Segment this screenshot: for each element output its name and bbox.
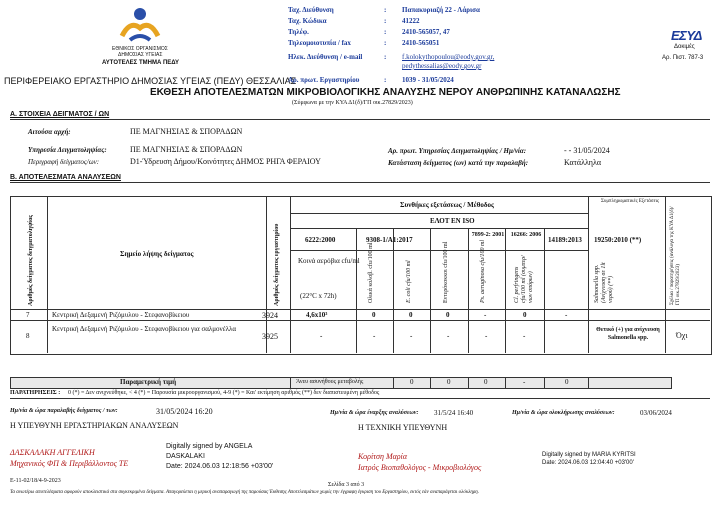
logo-line2: ΔΗΜΟΣΙΑΣ ΥΓΕΙΑΣ xyxy=(118,52,163,58)
param-row-label: Παραμετρική τιμή xyxy=(120,378,177,386)
left-signer-name: ΔΑΣΚΑΛΑΚΗ ΑΓΓΕΛΙΚΗ xyxy=(10,448,95,457)
left-digital-sign: Date: 2024.06.03 12:18:56 +03'00' xyxy=(166,463,274,470)
grid-line xyxy=(47,196,48,353)
row-value: Θετικό (+) για ανίχνευση Salmonella spp. xyxy=(596,327,660,341)
grid-line xyxy=(290,377,291,388)
col-point: Σημείο λήψης δείγματος xyxy=(120,250,194,258)
grid-line xyxy=(665,196,666,353)
col-conditions: Συνθήκες εξετάσεως / Μέθοδος xyxy=(400,201,494,209)
row-value: 0 xyxy=(372,311,376,319)
section-b-heading: Β. ΑΠΟΤΕΛΕΣΜΑΤΑ ΑΝΑΛΥΣΕΩΝ xyxy=(10,174,121,181)
row-value: - xyxy=(523,332,526,340)
param-cond: (22°C x 72h) xyxy=(300,292,337,300)
logo-line1: ΕΘΝΙΚΟΣ ΟΡΓΑΝΙΣΜΟΣ xyxy=(112,46,168,52)
row-value: - xyxy=(485,332,488,340)
contact-label: Ταχ. Διεύθυνση xyxy=(288,6,334,14)
start-value: 31/5/24 16:40 xyxy=(434,409,474,417)
doc-code: E-11-02/18/4-9-2023 xyxy=(10,478,61,484)
receipt-value: 31/05/2024 16:20 xyxy=(156,407,213,416)
esyd-cert: Αρ. Πιστ. 787-3 xyxy=(662,55,704,61)
contact-value: 2410-565057, 47 xyxy=(402,28,450,36)
grid-line xyxy=(430,377,431,388)
sampling-label: Υπηρεσία Δειγματοληψίας: xyxy=(28,146,107,154)
grid-line xyxy=(10,320,710,321)
left-digital-sign: Digitally signed by ANGELA xyxy=(166,443,253,450)
grid-line xyxy=(290,213,588,214)
row-value: - xyxy=(320,332,323,340)
left-digital-sign: DASKALAKI xyxy=(166,453,205,460)
grid-line xyxy=(290,250,588,251)
start-label: Ημ/νία & ώρα έναρξης αναλύσεων: xyxy=(330,410,419,416)
method-code: 9308-1/A1:2017 xyxy=(366,236,413,244)
contact-sep: : xyxy=(384,76,387,84)
param-coliforms: Ολικά κολοβ. cfu/100 ml xyxy=(368,242,374,303)
contact-sep: : xyxy=(384,53,387,61)
grid-line xyxy=(505,228,506,353)
row-value: 4,6x10³ xyxy=(306,311,328,319)
param-ps: Ps. aeruginosa cfu/100 ml xyxy=(480,240,486,303)
condition-label: Κατάσταση δείγματος (ων) κατά την παραλαβή: xyxy=(388,159,529,167)
row-value: - xyxy=(373,332,376,340)
method-code: 14189:2013 xyxy=(548,236,582,244)
method-code: 6222:2000 xyxy=(305,236,336,244)
contact-label: Αρ. πρωτ. Εργαστηρίου xyxy=(288,76,360,84)
contact-label: Ηλεκ. Διεύθυνση / e-mail xyxy=(288,53,363,61)
contact-label: Τηλεομοιοτυπία / fax xyxy=(288,39,351,47)
row-point: Κεντρική Δεξαμενή Ριζόμυλου - Στεφανοβίκειου για σαλμονέλλα xyxy=(52,325,237,333)
end-label: Ημ/νία & ώρα ολοκλήρωσης αναλύσεων: xyxy=(512,410,615,416)
remarks-label: ΠΑΡΑΤΗΡΗΣΕΙΣ : xyxy=(10,390,61,396)
col-extra: Συμπληρωματικές Εξετάσεις xyxy=(600,199,659,204)
row-value: 0 xyxy=(446,311,450,319)
esyd-sub: Δοκιμές xyxy=(674,44,695,50)
contact-value: 1039 - 31/05/2024 xyxy=(402,76,454,84)
esyd-logo xyxy=(668,22,704,52)
col-lab-no: Αριθμός δείγματος εργαστηρίου xyxy=(274,223,280,306)
right-signer-role: Ιατρός Βιοπαθολόγος - Μικροβιολόγος xyxy=(358,463,482,472)
grid-line xyxy=(468,228,469,353)
page-title: ΕΚΘΕΣΗ ΑΠΟΤΕΛΕΣΜΑΤΩΝ ΜΙΚΡΟΒΙΟΛΟΓΙΚΗΣ ΑΝΑΛΥΣΗΣ ΝΕΡΟΥ ΑΝΘΡΩΠΙΝΗΣ ΚΑΤΑΝΑΛΩΣΗΣ xyxy=(150,87,621,98)
desc-value: D1-Ύδρευση Δήμου/Κοινότητες ΔΗΜΟΣ ΡΗΓΑ ΦΕΡΑΙΟΥ xyxy=(130,157,321,166)
param-entero: Εντερόκοκκοι cfu/100 ml xyxy=(443,241,449,303)
col-elot: ΕΛΟΤ ΕΝ ISO xyxy=(430,217,475,225)
param-value: - xyxy=(523,378,526,386)
email-link[interactable]: f.kolokythopoulou@eody.gov.gr, xyxy=(402,53,495,61)
param-value: 0 xyxy=(410,378,414,386)
grid-line xyxy=(393,228,394,353)
row-value: 0 xyxy=(523,311,527,319)
row-value: - xyxy=(484,311,487,319)
divider xyxy=(10,398,710,399)
divider xyxy=(10,182,710,183)
param-cl: Cl. perfringens cfu/100 ml (συμπερ/νων σπόρων) xyxy=(514,255,534,303)
row-point: Κεντρική Δεξαμενή Ριζόμυλου - Στεφανοβίκειου xyxy=(52,311,190,319)
grid-line xyxy=(544,377,545,388)
grid-line xyxy=(588,196,589,353)
method-code: 16266: 2006 xyxy=(510,232,542,238)
desc-label: Περιγραφή δείγματος/ων: xyxy=(28,158,100,166)
param-row-sub: Άνευ ασυνήθους μεταβολής xyxy=(296,379,364,385)
contact-value: 2410-565051 xyxy=(402,39,440,47)
grid-line xyxy=(290,228,588,229)
param-value: 0 xyxy=(484,378,488,386)
row-lab-no: 3924 xyxy=(262,311,278,320)
grid-line xyxy=(588,377,589,388)
grid-line xyxy=(266,196,267,353)
grid-line xyxy=(393,377,394,388)
grid-line xyxy=(356,228,357,353)
param-value: 0 xyxy=(565,378,569,386)
contact-sep: : xyxy=(384,6,387,14)
left-signature-title: Η ΥΠΕΥΘΥΝΗ ΕΡΓΑΣΤΗΡΙΑΚΩΝ ΑΝΑΛΥΣΕΩΝ xyxy=(10,421,179,430)
section-a-heading: Α. ΣΤΟΙΧΕΙΑ ΔΕΙΓΜΑΤΟΣ / ΩΝ xyxy=(10,111,110,118)
contact-label: Τηλέφ. xyxy=(288,28,309,36)
contact-sep: : xyxy=(384,28,387,36)
lab-name: ΠΕΡΙΦΕΡΕΙΑΚΟ ΕΡΓΑΣΤΗΡΙΟ ΔΗΜΟΣΙΑΣ ΥΓΕΙΑΣ (ΠΕΔΥ) ΘΕΣΣΑΛΙΑΣ xyxy=(4,76,297,86)
requesting-value: ΠΕ ΜΑΓΝΗΣΙΑΣ & ΣΠΟΡΑΔΩΝ xyxy=(130,127,243,136)
row-value: - xyxy=(447,332,450,340)
col-sample-no: Αριθμός δείγματος δειγματοληψίας xyxy=(28,215,34,306)
contact-label: Ταχ. Κώδικα xyxy=(288,17,327,25)
disclaimer: Τα ανωτέρω αποτελέσματα αφορούν αποκλειστικά στα συγκεκριμένα δείγματα. Απαγορεύεται η μερική αναπαραγωγή της παρούσας Έκθεσης Αποτελεσμάτων χωρίς την έγγραφη έγκριση του Εργαστηρίου, εκτός εάν αναπαράγεται ολόκληρη. xyxy=(10,490,480,495)
contact-sep: : xyxy=(384,39,387,47)
contact-value: Παπακυριαζή 22 - Λάρισα xyxy=(402,6,480,14)
grid-line xyxy=(505,377,506,388)
right-digital-sign: Digitally signed by MARIA KYRITSI xyxy=(542,452,636,458)
dept-name: ΑΥΤΟΤΕΛΕΣ ΤΜΗΜΑ ΠΕΔΥ xyxy=(102,60,180,66)
protocol-value: - - 31/05/2024 xyxy=(564,146,610,155)
right-signer-name: Κορίτση Μαρία xyxy=(358,452,408,461)
grid-line xyxy=(544,228,545,353)
param-ecoli: E. coli cfu/100 ml xyxy=(406,260,412,303)
method-code: 7899-2: 2001 xyxy=(471,232,505,238)
receipt-label: Ημ/νία & ώρα παραλαβής δείγματος / των: xyxy=(10,408,118,414)
end-value: 03/06/2024 xyxy=(640,409,672,417)
protocol-label: Αρ. πρωτ. Υπηρεσίας Δειγματοληψίας / Ημ/νία: xyxy=(388,147,527,155)
param-value: 0 xyxy=(447,378,451,386)
right-digital-sign: Date: 2024.06.03 12:04:40 +03'00' xyxy=(542,460,634,466)
grid-line xyxy=(290,196,291,353)
page-subtitle: (Σύμφωνα με την ΚΥΑ Δ1(δ)/ΓΠ οικ.27829/2023) xyxy=(292,100,413,106)
condition-value: Κατάλληλα xyxy=(564,158,602,167)
row-remark: Όχι xyxy=(676,331,688,340)
contact-value: 41222 xyxy=(402,17,420,25)
divider xyxy=(10,119,710,120)
param-salm: Salmonella spp. (Ανίχνευση σε 1lt νερού) (**) xyxy=(594,262,614,303)
grid-line xyxy=(10,309,710,310)
remarks-text: 0 (*) = Δεν ανιχνεύθηκε, < 4 (*) = Παρουσία μικροοργανισμού, 4-9 (*) = Και' εκτίμηση αριθμός (**) δεν διαπιστευμένη μέθοδος xyxy=(68,390,380,396)
right-signature-title: Η ΤΕΧΝΙΚΗ ΥΠΕΥΘΥΝΗ xyxy=(358,423,448,432)
page-number: Σελίδα 3 από 3 xyxy=(328,482,365,488)
grid-line xyxy=(468,377,469,388)
esyd-logo-text: ΕΣΥΔ xyxy=(671,28,702,43)
method-code: 19250:2010 (**) xyxy=(594,236,642,244)
row-value: - xyxy=(410,332,413,340)
row-value: 0 xyxy=(409,311,413,319)
row-no: 8 xyxy=(26,332,30,340)
requesting-label: Αιτούσα αρχή: xyxy=(28,128,71,136)
contact-sep: : xyxy=(384,17,387,25)
param-cfu: Κοινά αερόβια cfu/ml xyxy=(298,257,360,265)
row-lab-no: 3925 xyxy=(262,332,278,341)
sampling-value: ΠΕ ΜΑΓΝΗΣΙΑΣ & ΣΠΟΡΑΔΩΝ xyxy=(130,145,243,154)
col-remarks: Σχόλια / παρατηρήσεις (ανάλογα της ΚΥΑ Δ1(δ)/ΓΠ οικ.27829/2023) xyxy=(670,206,681,305)
grid-line xyxy=(430,228,431,353)
row-no: 7 xyxy=(26,311,30,319)
left-signer-role: Μηχανικός ΦΠ & Περιβάλλοντος ΤΕ xyxy=(10,459,129,468)
row-value: - xyxy=(565,311,568,319)
email-link[interactable]: pedythessalias@eody.gov.gr xyxy=(402,62,482,70)
